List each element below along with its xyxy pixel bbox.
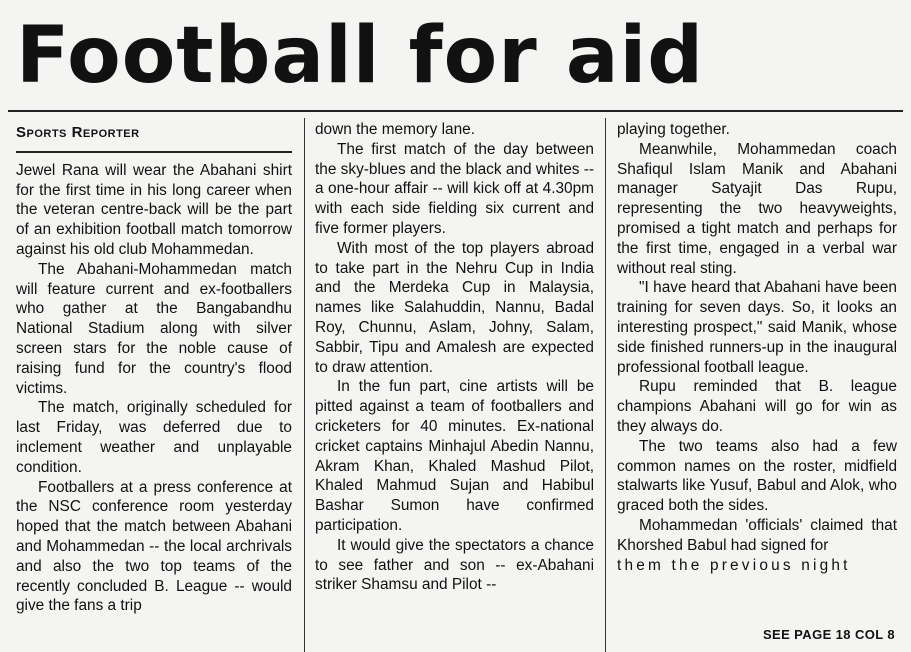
paragraph: Mohammedan 'officials' claimed that Khorshed Babul had signed for	[617, 516, 897, 554]
paragraph: With most of the top players abroad to take part in the Nehru Cup in India and the Merdeka Cup in Malaysia, names like Salahuddin, Nannu, Badal Roy, Chunnu, Aslam, Johny, Salam, Sabbir, Tipu and Amalesh are expected to draw attention.	[315, 239, 594, 376]
column-3	[617, 120, 897, 652]
headline: Football for aid	[16, 11, 705, 101]
paragraph: The Abahani-Mohammedan match will feature current and ex-footballers who gather at the Bangabandhu National Stadium along with silver screen stars for the noble cause of raising fund for the country's flood victims.	[16, 260, 292, 397]
column-2	[315, 120, 594, 652]
paragraph: playing together.	[617, 121, 730, 138]
paragraph: Footballers at a press conference at the NSC conference room yesterday hoped that the match between Abahani and Mohammedan -- the local archrivals and also the two top teams of the recently concluded B. League -- would give the fans a trip	[16, 478, 292, 615]
byline: Sports Reporter	[16, 124, 140, 141]
headline-rule	[8, 110, 903, 112]
byline-rule	[16, 151, 292, 153]
paragraph: In the fun part, cine artists will be pitted against a team of footballers and cricketers for 40 minutes. Ex-national cricket captains Minhajul Abedin Nannu, Akram Khan, Khaled Mashud Pilot, Khaled Mahmud Sujan and Habibul Bashar Sumon have confirmed participation.	[315, 378, 594, 534]
paragraph: down the memory lane.	[315, 121, 475, 138]
column-1	[16, 120, 292, 652]
paragraph: Meanwhile, Mohammedan coach Shafiqul Islam Manik and Abahani manager Satyajit Das Rupu, representing the two heavyweights, promised a tight match and perhaps for the first time, engaged in a verbal war without real sting.	[617, 140, 897, 277]
paragraph: The match, originally scheduled for last Friday, was deferred due to inclement weather and unplayable condition.	[16, 399, 292, 476]
paragraph: The first match of the day between the sky-blues and the black and whites -- a one-hour affair -- will kick off at 4.30pm with each side fielding six current and five former players.	[315, 140, 594, 237]
paragraph: them the previous night	[617, 556, 851, 574]
paragraph: Jewel Rana will wear the Abahani shirt for the first time in his long career when the veteran centre-back will be the part of an exhibition football match tomorrow against his old club Mohammedan.	[16, 161, 292, 258]
paragraph: The two teams also had a few common names on the roster, midfield stalwarts like Yusuf, Babul and Alok, who graced both the sides.	[617, 437, 897, 515]
paragraph: It would give the spectators a chance to see father and son -- ex-Abahani striker Shamsu and Pilot --	[315, 536, 594, 594]
paragraph: "I have heard that Abahani have been training for seven days. So, it looks an interesting prospect," said Manik, whose side finished runners-up in the inaugural professional football league.	[617, 279, 897, 376]
paragraph: Rupu reminded that B. league champions Abahani will go for win as they always do.	[617, 378, 897, 435]
column-divider-1	[304, 118, 305, 652]
column-divider-2	[605, 118, 606, 652]
continuation-jump: SEE PAGE 18 COL 8	[762, 627, 895, 642]
